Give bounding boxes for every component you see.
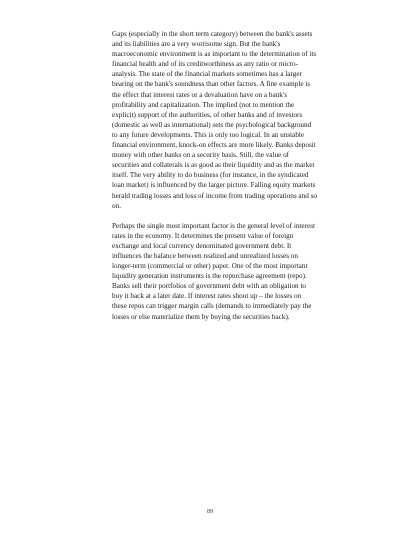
- page-number: 89: [207, 509, 213, 515]
- body-text: [112, 29, 317, 332]
- paragraph-1: Gaps (especially in the short term category) between the bank's assets and its liabilities are a very worrisome sign. But the bank's macroeconomic environment is as important to the determination of its financial health and of its creditworthiness as any ratio or micro-analysis. The state of the financial markets sometimes has a larger bearing on the bank's soundness than other factors. A fine example is the effect that interest rates or a devaluation have on a bank's profitability and capitalization. The implied (not to mention the explicit) support of the authorities, of other banks and of investors (domestic as well as international) sets the psychological background to any future developments. This is only too logical. In an unstable financial environment, knock-on effects are more likely. Banks deposit money with other banks on a security basis. Still, the value of securities and collaterals is as good as their liquidity and as the market itself. The very ability to do business (for instance, in the syndicated loan market) is influenced by the larger picture. Falling equity markets herald trading losses and loss of income from trading operations and so on.: [112, 30, 317, 210]
- paragraph-2: Perhaps the single most important factor is the general level of interest rates in the economy. It determines the present value of foreign exchange and local currency denominated government debt. It influences the balance between realized and unrealized losses on longer-term (commercial or other) paper. One of the most important liquidity generation instruments is the repurchase agreement (repo). Banks sell their portfolios of government debt with an obligation to buy it back at a later date. If interest rates shoot up – the losses on these repos can trigger margin calls (demands to immediately pay the losses or else materialize them by buying the securities back).: [112, 221, 315, 321]
